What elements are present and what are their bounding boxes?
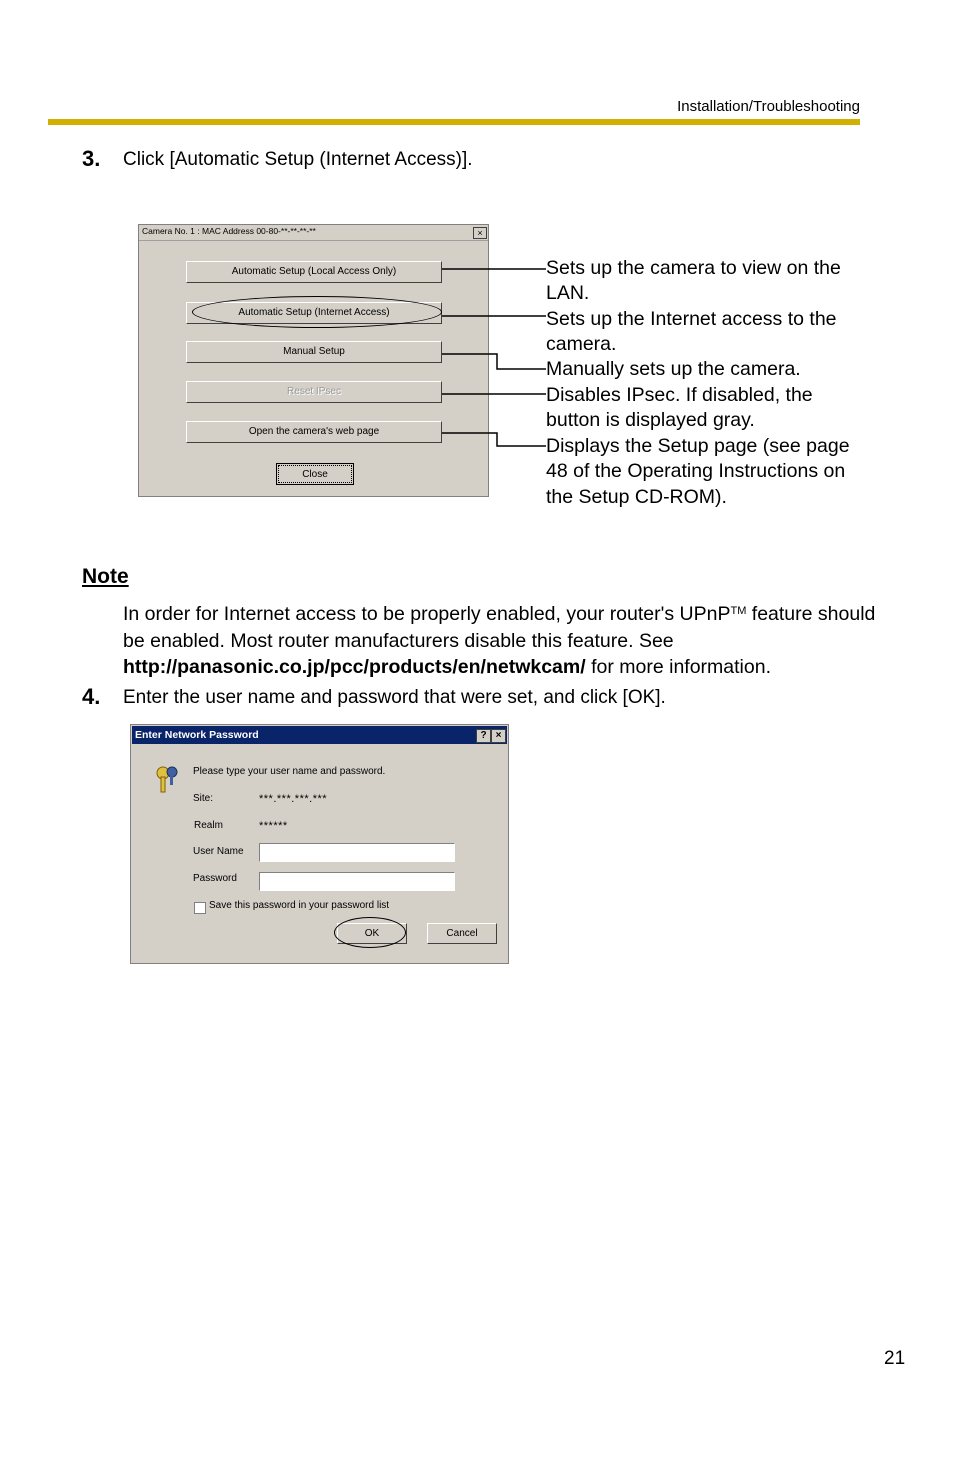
step-3-number: 3.	[82, 146, 101, 171]
step-4-text: Enter the user name and password that were set, and click [OK].	[123, 687, 666, 708]
step-4-number: 4.	[82, 684, 101, 709]
dialog-title: Enter Network Password	[135, 729, 259, 741]
ok-highlight-ellipse	[334, 917, 406, 948]
password-label: Password	[193, 873, 237, 884]
dialog-title: Camera No. 1 : MAC Address 00-80-**-**-**-**	[142, 226, 316, 236]
site-label: Site:	[193, 793, 214, 804]
help-icon[interactable]: ?	[476, 729, 491, 743]
reset-ipsec-button: Reset IPsec	[186, 381, 442, 403]
automatic-setup-local-button[interactable]: Automatic Setup (Local Access Only)	[186, 261, 442, 283]
ok-button[interactable]: OK	[337, 923, 407, 944]
trademark-mark: TM	[730, 605, 747, 617]
dialog-titlebar	[132, 726, 507, 744]
callout-web-page: Displays the Setup page (see page 48 of the Operating Instructions on the Setup CD-ROM).	[546, 435, 850, 508]
network-password-dialog	[130, 724, 509, 964]
panasonic-url: http://panasonic.co.jp/pcc/products/en/netwkcam/	[123, 656, 586, 678]
close-button-label: Close	[278, 465, 352, 483]
username-label: User Name	[193, 846, 244, 857]
note-text-2: feature should be enabled. Most router manufacturers disable this feature. See	[123, 603, 876, 652]
close-icon[interactable]: ×	[491, 729, 506, 743]
note-text-1: In order for Internet access to be properly enabled, your router's UPnP	[123, 603, 731, 625]
callout-manual-setup: Manually sets up the camera.	[546, 358, 801, 380]
close-icon[interactable]: ×	[473, 227, 487, 239]
note-text-3: for more information.	[585, 656, 771, 678]
realm-value: ******	[259, 820, 288, 832]
note-body	[123, 598, 883, 681]
cancel-button[interactable]: Cancel	[427, 923, 497, 944]
page-number: 21	[884, 1348, 906, 1369]
step-3-text: Click [Automatic Setup (Internet Access)].	[123, 149, 473, 170]
prompt-text: Please type your user name and password.	[193, 766, 386, 777]
callout-internet-access: Sets up the Internet access to the camera.	[546, 308, 837, 356]
password-input[interactable]	[259, 872, 455, 891]
username-input[interactable]	[259, 843, 455, 862]
realm-label: Realm	[194, 820, 223, 831]
save-password-checkbox[interactable]	[194, 902, 206, 914]
callout-local-access: Sets up the camera to view on the LAN.	[546, 257, 841, 305]
keys-icon	[153, 763, 183, 795]
note-heading: Note	[82, 565, 129, 588]
save-password-label: Save this password in your password list	[209, 900, 390, 911]
manual-setup-button[interactable]: Manual Setup	[186, 341, 442, 363]
callout-reset-ipsec: Disables IPsec. If disabled, the button is displayed gray.	[546, 384, 813, 432]
automatic-setup-internet-button[interactable]: Automatic Setup (Internet Access)	[186, 302, 442, 324]
section-label: Installation/Troubleshooting	[677, 98, 860, 115]
open-web-page-button[interactable]: Open the camera's web page	[186, 421, 442, 443]
site-value: ***.***.***.***	[259, 793, 328, 805]
